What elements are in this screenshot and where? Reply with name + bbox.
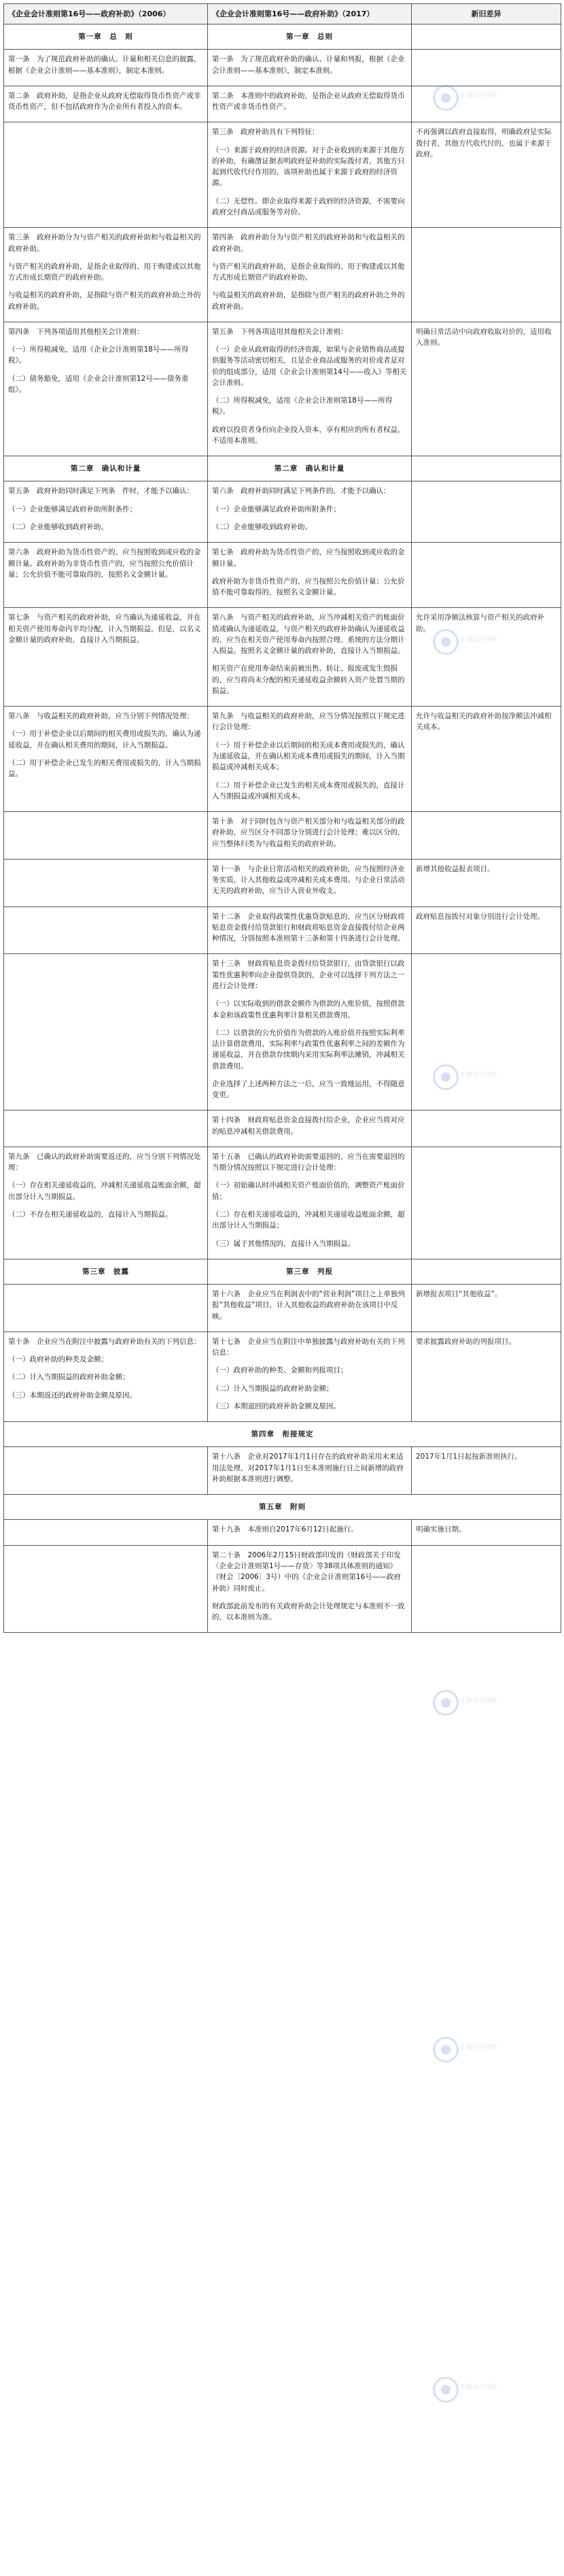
clause-paragraph: 2017年1月1日起按新准则执行。 <box>416 1453 522 1461</box>
table-row <box>4 228 561 322</box>
watermark-logo <box>433 2037 497 2065</box>
watermark-logo-icon <box>433 85 459 111</box>
clause-2017-cell <box>208 954 412 1111</box>
clause-paragraph: 第五条 政府补助同时满足下列条 件时，才能予以确认： <box>8 487 194 496</box>
watermark-logo-icon <box>433 2037 459 2063</box>
clause-paragraph: 相关资产在使用寿命结束前被出售、转让、报废或发生毁损的，应当将尚未分配的相关递延收益余额转入资产处置当期的损益。 <box>212 664 405 695</box>
watermark-text: 正保会计网校 <box>460 1697 497 1704</box>
watermark-text: 正保会计网校 <box>460 92 497 99</box>
clause-paragraph: （一）企业能够满足政府补助所附条件； <box>8 505 137 513</box>
clause-paragraph: 第九条 与收益相关的政府补助，应当分情况按照以下规定进行会计处理： <box>212 712 405 732</box>
chapter-row <box>4 1259 561 1284</box>
clause-2006-cell <box>4 122 208 228</box>
difference-cell <box>412 322 561 456</box>
chapter-title: 第五章 附则 <box>4 1495 561 1520</box>
clause-2017-cell <box>208 906 412 954</box>
clause-paragraph: 明确日常活动中向政府收取对价的，适用收入准则。 <box>416 327 552 348</box>
table-row <box>4 122 561 228</box>
difference-cell <box>412 1545 561 1633</box>
clause-paragraph: （二）计入当期损益的政府补助金额； <box>212 1384 334 1393</box>
clause-paragraph: 第四条 下列各项适用其他相关会计准则： <box>8 327 144 336</box>
clause-paragraph: （一）政府补助的种类、金额和列报项目； <box>212 1366 348 1375</box>
watermark-logo-icon <box>433 1690 459 1716</box>
clause-paragraph: （一）初始确认时冲减相关资产账面价值的，调整资产账面价值； <box>212 1181 405 1201</box>
clause-2006-cell <box>4 859 208 906</box>
clause-paragraph: 第二十条 2006年2月15日财政部印发的《财政部关于印发〈企业会计准则第1号——存货〉等38项具体准则的通知》（财会〔2006〕3号）中的《企业会计准则第16号——政府补助》同时废止。 <box>212 1550 401 1593</box>
chapter-title: 第四章 衔接规定 <box>4 1422 561 1447</box>
clause-paragraph: （三）本期返还的政府补助金额及原因。 <box>8 1391 137 1400</box>
table-row <box>4 1520 561 1545</box>
clause-paragraph: 第十八条 企业对2017年1月1日存在的政府补助采用未来适用法处理，对2017年1月1日至本准则施行日之间新增的政府补助根据本准则进行调整。 <box>212 1453 404 1483</box>
clause-2017-cell <box>208 1520 412 1545</box>
clause-2017-cell <box>208 86 412 122</box>
clause-paragraph: 允许采用净额法核算与资产相关的政府补助。 <box>416 613 544 633</box>
clause-paragraph: 与收益相关的政府补助，是指除与资产相关的政府补助之外的政府补助。 <box>212 291 405 311</box>
clause-paragraph: （二）企业能够收到政府补助。 <box>8 523 108 532</box>
clause-2017-cell <box>208 707 412 812</box>
table-row <box>4 812 561 860</box>
clause-2017-cell <box>208 1147 412 1259</box>
table-body <box>4 24 561 1633</box>
clause-2006-cell <box>4 1447 208 1495</box>
table-row <box>4 1447 561 1495</box>
clause-paragraph: （二）债务豁免，适用《企业会计准则第12号——债务重组》。 <box>8 374 189 394</box>
chapter-diff-empty <box>412 456 561 481</box>
watermark-text: 正保会计网校 <box>460 2384 497 2391</box>
clause-paragraph: （一）所得税减免，适用《企业会计准则第18号——所得税》。 <box>8 345 189 365</box>
difference-cell <box>412 1111 561 1147</box>
header-col-2006: 《企业会计准则第16号——政府补助》（2006） <box>4 4 208 24</box>
chapter-title-2017: 第三章 列报 <box>208 1259 412 1284</box>
clause-paragraph: （二）不存在相关递延收益的，直接计入当期损益。 <box>8 1210 173 1219</box>
clause-paragraph: （一）企业能够满足政府补助所附条件； <box>212 505 340 513</box>
clause-paragraph: （一）企业从政府取得的经济资源，如果与企业销售商品或提供服务等活动密切相关，且是企业商品或服务的对价或者是对价的组成部分，适用《企业会计准则第14号——收入》等相关会计准则。 <box>212 345 407 387</box>
difference-cell <box>412 481 561 543</box>
clause-2017-cell <box>208 322 412 456</box>
chapter-title-2017: 第二章 确认和计量 <box>208 456 412 481</box>
difference-cell <box>412 906 561 954</box>
watermark-logo <box>433 85 497 114</box>
clause-paragraph: 第一条 为了规范政府补助的确认、计量和列报，根据《企业会计准则——基本准则》，制定本准则。 <box>212 55 405 75</box>
table-row <box>4 859 561 906</box>
clause-paragraph: 不再强调以政府直接取得，明确政府是实际拨付者，其他方代收代付的，也属于来源于政府。 <box>416 128 552 158</box>
table-row <box>4 1285 561 1332</box>
clause-2006-cell <box>4 1545 208 1633</box>
comparison-table <box>3 3 561 1633</box>
clause-paragraph: 第十三条 财政将贴息资金拨付给贷款银行，由贷款银行以政策性优惠利率向企业提供贷款的，企业可以选择下列方法之一进行会计处理： <box>212 960 405 990</box>
chapter-row <box>4 24 561 50</box>
clause-paragraph: 企业选择了上述两种方法之一后，应当一致地运用，不得随意变更。 <box>212 1079 405 1100</box>
table-row <box>4 322 561 456</box>
clause-paragraph: 第八条 与收益相关的政府补助，应当分别下列情况处理： <box>8 712 194 721</box>
difference-cell <box>412 50 561 86</box>
clause-paragraph: 政府以投资者身份向企业投入资本，享有相应的所有者权益，不适用本准则。 <box>212 425 405 445</box>
clause-2006-cell <box>4 1285 208 1332</box>
table-row <box>4 1111 561 1147</box>
clause-paragraph: 第六条 政府补助为货币性资产的，应当按照收到或应收的金额计量。政府补助为非货币性资产的，应当按照公允价值计量；公允价值不能可靠取得的，按照名义金额计量。 <box>8 548 201 579</box>
clause-paragraph: 第十七条 企业应当在附注中单独披露与政府补助有关的下列信息： <box>212 1337 405 1357</box>
clause-2006-cell <box>4 608 208 707</box>
watermark-logo <box>433 1690 497 1718</box>
difference-cell <box>412 812 561 860</box>
clause-paragraph: 第一条 为了规范政府补助的确认、计量和相关信息的披露，根据《企业会计准则——基本准则》，制定本准则。 <box>8 55 201 75</box>
clause-2006-cell <box>4 1147 208 1259</box>
clause-paragraph: 第四条 政府补助分为与资产相关的政府补助和与收益相关的政府补助。 <box>212 233 405 253</box>
clause-paragraph: 与收益相关的政府补助，是指除与资产相关的政府补助之外的政府补助。 <box>8 291 201 311</box>
clause-paragraph: 第十条 对于同时包含与资产相关部分和与收益相关部分的政府补助，应当区分不同部分分别进行会计处理；难以区分的，应当整体归类为与收益相关的政府补助。 <box>212 817 405 848</box>
clause-paragraph: 第七条 政府补助为货币性资产的，应当按照收到或应收的金额计量。 <box>212 548 405 568</box>
difference-cell <box>412 1147 561 1259</box>
clause-2006-cell <box>4 1332 208 1421</box>
clause-paragraph: （二）无偿性。即企业取得来源于政府的经济资源，不需要向政府交付商品或服务等对价。 <box>212 197 405 216</box>
clause-paragraph: （一）存在相关递延收益的，冲减相关递延收益账面余额，超出部分计入当期损益。 <box>8 1181 201 1201</box>
clause-paragraph: 与资产相关的政府补助，是指企业取得的、用于购建或以其他方式形成长期资产的政府补助。 <box>8 262 201 282</box>
clause-paragraph: 第六条 政府补助同时满足下列条件的，才能予以确认： <box>212 487 391 496</box>
clause-paragraph: （二）用于补偿企业已发生的相关成本费用或损失的，直接计入当期损益或冲减相关成本。 <box>212 781 405 800</box>
clause-2017-cell <box>208 1285 412 1332</box>
clause-2017-cell <box>208 1447 412 1495</box>
clause-2006-cell <box>4 1520 208 1545</box>
header-col-2017: 《企业会计准则第16号——政府补助》（2017） <box>208 4 412 24</box>
clause-2006-cell <box>4 481 208 543</box>
table-header-row <box>4 4 561 24</box>
table-row <box>4 1332 561 1421</box>
clause-paragraph: 与资产相关的政府补助，是指企业取得的、用于购建或以其他方式形成长期资产的政府补助。 <box>212 262 405 282</box>
clause-2006-cell <box>4 906 208 954</box>
clause-paragraph: （一）来源于政府的经济资源。对于企业收到的来源于其他方的补助，有确凿证据表明政府是补助的实际拨付者，其他方只起到代收代付作用的，该项补助也属于来源于政府的经济资源。 <box>212 146 405 188</box>
chapter-row <box>4 1422 561 1447</box>
clause-paragraph: （一）用于补偿企业以后期间的相关成本费用或损失的，确认为递延收益，并在确认相关成本费用或损失的期间，计入当期损益或冲减相关成本； <box>212 741 405 772</box>
clause-paragraph: 第二条 政府补助，是指企业从政府无偿取得货币性资产或非货币性资产，但不包括政府作为企业所有者投入的资本。 <box>8 91 201 112</box>
clause-2017-cell <box>208 1332 412 1421</box>
clause-2017-cell <box>208 481 412 543</box>
clause-2006-cell <box>4 543 208 608</box>
table-row <box>4 1545 561 1633</box>
watermark-logo-icon <box>433 2377 459 2403</box>
clause-2006-cell <box>4 228 208 322</box>
clause-paragraph: 政府贴息按拨付对象分别进行会计处理。 <box>416 912 544 921</box>
table-row <box>4 1147 561 1259</box>
clause-paragraph: 明确实施日期。 <box>416 1525 466 1534</box>
table-row <box>4 481 561 543</box>
clause-paragraph: 第三条 政府补助具有下列特征： <box>212 128 319 137</box>
clause-paragraph: （二）存在相关递延收益的，冲减相关递延收益账面余额，超出部分计入当期损益； <box>212 1210 405 1230</box>
clause-paragraph: （一）用于补偿企业以后期间的相关费用或损失的，确认为递延收益，并在确认相关费用的期间，计入当期损益。 <box>8 730 201 749</box>
clause-2017-cell <box>208 1545 412 1633</box>
clause-2017-cell <box>208 859 412 906</box>
clause-paragraph: （二）企业能够收到政府补助。 <box>212 523 312 532</box>
watermark-logo <box>433 2377 497 2405</box>
watermark-text: 正保会计网校 <box>460 637 497 643</box>
difference-cell <box>412 1332 561 1421</box>
table-row <box>4 707 561 812</box>
clause-paragraph: （三）本期退回的政府补助金额及原因。 <box>212 1402 340 1410</box>
clause-paragraph: 第三条 政府补助分为与资产相关的政府补助和与收益相关的政府补助。 <box>8 233 201 253</box>
difference-cell <box>412 1447 561 1495</box>
chapter-title-2006: 第二章 确认和计量 <box>4 456 208 481</box>
difference-cell <box>412 1285 561 1332</box>
clause-2006-cell <box>4 707 208 812</box>
clause-paragraph: 政府补助为非货币性资产的，应当按照公允价值计量；公允价值不能可靠取得的，按照名义金额计量。 <box>212 577 405 597</box>
table-row <box>4 50 561 86</box>
clause-2017-cell <box>208 228 412 322</box>
chapter-title-2006: 第一章 总 则 <box>4 24 208 50</box>
chapter-title-2006: 第三章 披露 <box>4 1259 208 1284</box>
clause-paragraph: 要求披露政府补助的列报项目。 <box>416 1337 516 1346</box>
clause-paragraph: 财政部此前发布的有关政府补助会计处理规定与本准则不一致的，以本准则为准。 <box>212 1601 405 1622</box>
clause-paragraph: 第十九条 本准则自2017年6月12日起施行。 <box>212 1525 358 1534</box>
clause-paragraph: （一）政府补助的种类及金额； <box>8 1355 108 1364</box>
chapter-diff-empty <box>412 24 561 50</box>
clause-2006-cell <box>4 86 208 122</box>
difference-cell <box>412 859 561 906</box>
clause-paragraph: 第八条 与资产相关的政府补助，应当冲减相关资产的账面价值或确认为递延收益。与资产相关的政府补助确认为递延收益的，应当在相关资产使用寿命内按照合理、系统的方法分期计入损益。按照名义金额计量的政府补助，直接计入当期损益。 <box>212 613 405 656</box>
clause-paragraph: 第二条 本准则中的政府补助，是指企业从政府无偿取得货币性资产或非货币性资产。 <box>212 91 405 112</box>
difference-cell <box>412 122 561 228</box>
clause-paragraph: （二）所得税减免，适用《企业会计准则第18号——所得税》。 <box>212 396 393 416</box>
watermark-text: 正保会计网校 <box>460 2044 497 2051</box>
clause-2006-cell <box>4 954 208 1111</box>
clause-2017-cell <box>208 1111 412 1147</box>
clause-paragraph: 第九条 已确认的政府补助需要返还的，应当分别下列情况处理： <box>8 1152 201 1172</box>
clause-2017-cell <box>208 608 412 707</box>
clause-paragraph: 新增其他收益报表项目。 <box>416 864 495 873</box>
watermark-logo-icon <box>433 1064 459 1090</box>
clause-paragraph: 允许与收益相关的政府补助按净额法冲减相关成本。 <box>416 712 552 732</box>
clause-2006-cell <box>4 1111 208 1147</box>
clause-paragraph: 第七条 与资产相关的政府补助，应当确认为递延收益，并在相关资产使用寿命内平均分配，计入当期损益。但是，以名义金额计量的政府补助，直接计入当期损益。 <box>8 613 201 644</box>
watermark-text: 正保会计网校 <box>460 1072 497 1079</box>
clause-2006-cell <box>4 812 208 860</box>
clause-paragraph: （三）属于其他情况的，直接计入当期损益。 <box>212 1239 355 1248</box>
clause-2006-cell <box>4 322 208 456</box>
chapter-row <box>4 1495 561 1520</box>
clause-paragraph: （一）以实际收到的借款金额作为借款的入账价值，按照借款本金和该政策性优惠利率计算相关借款费用。 <box>212 1000 405 1019</box>
clause-paragraph: 第十二条 企业取得政策性优惠贷款贴息的，应当区分财政将贴息资金拨付给贷款银行和财政将贴息资金直接拨付给企业两种情况，分别按照本准则第十三条和第十四条进行会计处理。 <box>212 912 405 943</box>
difference-cell <box>412 1520 561 1545</box>
chapter-row <box>4 456 561 481</box>
clause-paragraph: 第十条 企业应当在附注中披露与政府补助有关的下列信息： <box>8 1337 201 1346</box>
watermark-logo <box>433 629 497 658</box>
clause-paragraph: 第十五条 已确认的政府补助需要退回的，应当在需要退回的当期分情况按照以下规定进行会计处理： <box>212 1152 405 1172</box>
chapter-diff-empty <box>412 1259 561 1284</box>
clause-2017-cell <box>208 50 412 86</box>
difference-cell <box>412 543 561 608</box>
table-row <box>4 906 561 954</box>
clause-2017-cell <box>208 122 412 228</box>
clause-paragraph: 第十一条 与企业日常活动相关的政府补助，应当按照经济业务实质，计入其他收益或冲减相关成本费用。与企业日常活动无关的政府补助，应当计入营业外收支。 <box>212 864 405 896</box>
clause-paragraph: 新增报表项目“其他收益”。 <box>416 1290 502 1299</box>
clause-2017-cell <box>208 812 412 860</box>
clause-paragraph: （二）计入当期损益的政府补助金额； <box>8 1373 130 1382</box>
difference-cell <box>412 228 561 322</box>
table-row <box>4 543 561 608</box>
clause-2017-cell <box>208 543 412 608</box>
clause-2006-cell <box>4 50 208 86</box>
document-page <box>3 3 561 2391</box>
clause-paragraph: （二）以借款的公允价值作为借款的入账价值并按照实际利率法计算借款费用，实际利率与政策性优惠利率之间的差额作为递延收益，并在借款存续期内采用实际利率法摊销，冲减相关借款费用。 <box>212 1028 405 1070</box>
difference-cell <box>412 707 561 812</box>
clause-paragraph: 第十六条 企业应当在利润表中的“营业利润”项目之上单独列报“其他收益”项目，计入其他收益的政府补助在该项目中反映。 <box>212 1290 405 1321</box>
clause-paragraph: 第十四条 财政将贴息资金直接拨付给企业，企业应当将对应的贴息冲减相关借款费用。 <box>212 1116 405 1136</box>
clause-paragraph: （二）用于补偿企业已发生的相关费用或损失的，计入当期损益。 <box>8 759 201 779</box>
clause-paragraph: 第五条 下列各项适用其他相关会计准则： <box>212 327 348 336</box>
chapter-title-2017: 第一章 总则 <box>208 24 412 50</box>
header-col-diff: 新旧差异 <box>412 4 561 24</box>
watermark-logo <box>433 1064 497 1093</box>
watermark-logo-icon <box>433 629 459 655</box>
